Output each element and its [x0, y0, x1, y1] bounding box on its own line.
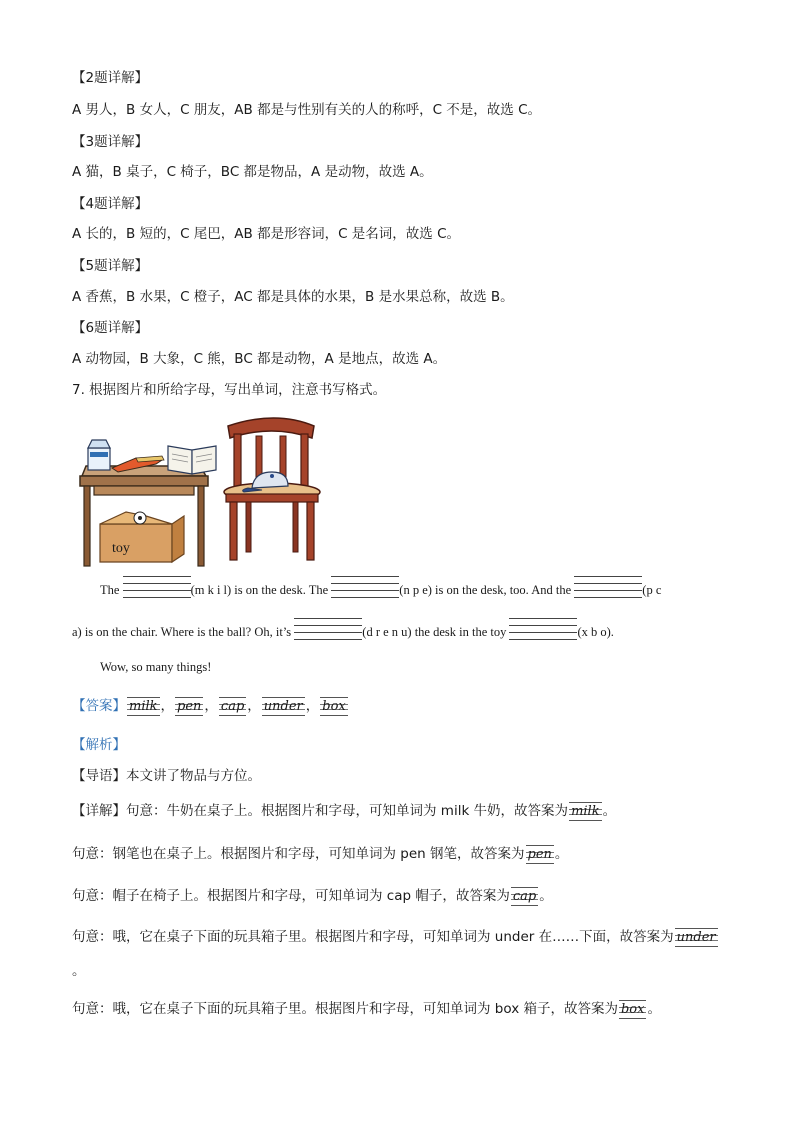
detail-label: 【详解】 [72, 803, 126, 819]
exercise-l1-part2: (m k i l) is on the desk. The [190, 583, 329, 597]
exercise-l2-part2: (d r e n u) the desk in the toy [362, 625, 507, 639]
desk-chair-illustration [76, 406, 326, 568]
explanation-2-text: A 男人，B 女人，C 朋友，AB 都是与性别有关的人的称呼，C 不是，故选 C。 [72, 102, 542, 118]
detail-2-text: 句意：钢笔也在桌子上。根据图片和字母，可知单词为 pen 钢笔，故答案为 [72, 846, 525, 862]
answer-label: 【答案】 [72, 698, 126, 714]
answer-separator: ， [204, 698, 218, 714]
analysis-label: 【解析】 [72, 737, 126, 753]
exercise-line-2 [72, 618, 614, 640]
question-7-picture [76, 406, 326, 572]
exercise-l1-part4: (p c [642, 583, 662, 597]
explanation-6-text: A 动物园，B 大象，C 熊，BC 都是动物，A 是地点，故选 A。 [72, 351, 447, 367]
detail-4-text: 句意：哦，它在桌子下面的玩具箱子里。根据图片和字母，可知单词为 under 在……下面，故答案为 [72, 929, 674, 945]
intro-line [72, 764, 261, 784]
detail-3-end: 。 [539, 888, 553, 904]
exercise-l2-part1: a) is on the chair. Where is the ball? Oh, it’s [72, 625, 292, 639]
detail-3-word: cap [512, 889, 537, 904]
detail-5-end: 。 [647, 1001, 661, 1017]
detail-3-text: 句意：帽子在椅子上。根据图片和字母，可知单词为 cap 帽子，故答案为 [72, 888, 510, 904]
explanation-4-text: A 长的，B 短的，C 尾巴，AB 都是形容词，C 是名词，故选 C。 [72, 226, 461, 242]
chair-illustration [224, 418, 320, 560]
detail-line-5 [72, 997, 661, 1019]
detail-2-end: 。 [554, 846, 569, 862]
blank-3[interactable] [574, 576, 642, 598]
answer-word-3: cap [220, 699, 245, 714]
milk-carton-icon [88, 440, 110, 470]
detail-line-4 [72, 920, 722, 988]
answer-word-1: milk [129, 699, 158, 714]
intro-label: 【导语】 [72, 768, 126, 784]
detail-4-word: under [676, 930, 716, 945]
explanation-5-text: A 香蕉，B 水果，C 橙子，AC 都是具体的水果，B 是水果总称，故选 B。 [72, 289, 514, 305]
blank-4[interactable] [294, 618, 362, 640]
answer-word-5: box [322, 699, 346, 714]
toy-label: toy [112, 541, 130, 556]
answer-line [72, 694, 349, 716]
blank-5[interactable] [509, 618, 577, 640]
exercise-l2-part3: (x b o). [577, 625, 614, 639]
detail-line-1 [72, 799, 616, 821]
question-7-title: 7. 根据图片和所给字母，写出单词，注意书写格式。 [72, 382, 387, 398]
explanation-4-heading: 【4题详解】 [72, 196, 149, 212]
blank-1[interactable] [123, 576, 191, 598]
intro-text: 本文讲了物品与方位。 [126, 768, 261, 784]
detail-2-word: pen [527, 847, 552, 862]
detail-1-text: 句意：牛奶在桌子上。根据图片和字母，可知单词为 milk 牛奶，故答案为 [126, 803, 569, 819]
answer-word-2: pen [177, 699, 202, 714]
detail-line-2 [72, 842, 568, 864]
exercise-line-3: Wow, so many things! [100, 660, 212, 674]
explanation-5-heading: 【5题详解】 [72, 258, 149, 274]
answer-separator: ， [247, 698, 261, 714]
blank-2[interactable] [331, 576, 399, 598]
explanation-2-heading: 【2题详解】 [72, 70, 149, 86]
explanation-3-heading: 【3题详解】 [72, 134, 149, 150]
answer-separator: ， [160, 698, 175, 714]
exercise-l1-part3: (n p e) is on the desk, too. And the [399, 583, 572, 597]
answer-separator: ， [305, 698, 320, 714]
explanation-3-text: A 猫，B 桌子，C 椅子，BC 都是物品，A 是动物，故选 A。 [72, 164, 433, 180]
answer-word-4: under [263, 699, 303, 714]
detail-4-end: 。 [72, 963, 86, 979]
book-icon [168, 446, 216, 474]
exercise-l1-part1: The [100, 583, 120, 597]
detail-5-word: box [620, 1002, 645, 1017]
detail-1-word: milk [571, 804, 600, 819]
detail-5-text: 句意：哦，它在桌子下面的玩具箱子里。根据图片和字母，可知单词为 box 箱子，故答案为 [72, 1001, 618, 1017]
exercise-line-1 [100, 576, 661, 598]
detail-line-3 [72, 884, 553, 906]
explanation-6-heading: 【6题详解】 [72, 320, 149, 336]
detail-1-end: 。 [602, 803, 617, 819]
